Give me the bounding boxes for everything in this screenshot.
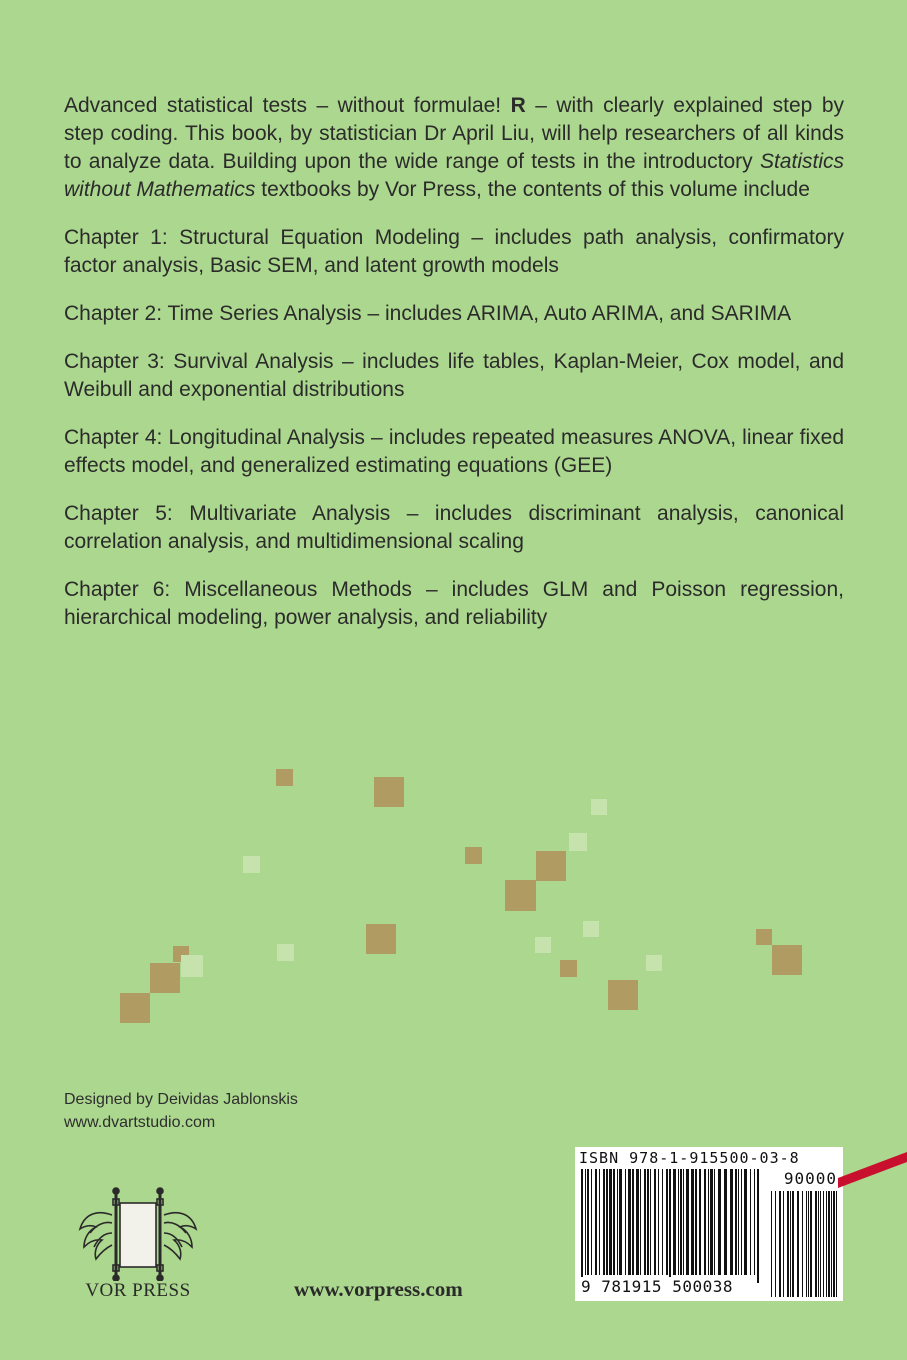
designer-name: Designed by Deividas Jablonskis xyxy=(64,1091,298,1108)
chapter-4: Chapter 4: Longitudinal Analysis – includes repeated measures ANOVA, linear fixed effects model, and generalized estimating equations (GEE) xyxy=(64,426,844,477)
decor-square xyxy=(173,946,189,962)
decor-square xyxy=(465,847,482,864)
decor-square xyxy=(374,777,404,807)
intro-bold-r: R xyxy=(510,94,526,117)
chapter-6: Chapter 6: Miscellaneous Methods – includes GLM and Poisson regression, hierarchical modeling, power analysis, and reliability xyxy=(64,578,844,629)
decor-square xyxy=(591,799,607,815)
intro-paragraph xyxy=(64,92,844,204)
isbn-text: ISBN 978-1-915500-03-8 xyxy=(579,1149,800,1167)
decor-square xyxy=(756,929,772,945)
decor-square xyxy=(583,921,599,937)
decor-square xyxy=(646,955,662,971)
publisher-name: VOR PRESS xyxy=(85,1280,191,1301)
decor-square xyxy=(243,856,260,873)
vor-press-logo xyxy=(76,1185,200,1305)
decor-square xyxy=(535,937,551,953)
intro-text-1: Advanced statistical tests – without formulae! xyxy=(64,94,511,117)
decor-square xyxy=(120,993,150,1023)
chapter-5: Chapter 5: Multivariate Analysis – includes discriminant analysis, canonical correlation analysis, and multidimensional scaling xyxy=(64,502,844,553)
decor-square xyxy=(150,963,180,993)
decor-square xyxy=(608,980,638,1010)
decor-square xyxy=(772,945,802,975)
decor-square xyxy=(505,880,536,911)
winged-scroll-icon xyxy=(76,1185,200,1281)
intro-book-title: Statistics without Mathematics xyxy=(64,150,844,201)
chapter-3: Chapter 3: Survival Analysis – includes life tables, Kaplan-Meier, Cox model, and Weibull and exponential distributions xyxy=(64,350,844,401)
decor-square xyxy=(560,960,577,977)
decor-square xyxy=(276,769,293,786)
chapter-1: Chapter 1: Structural Equation Modeling – includes path analysis, confirmatory factor analysis, Basic SEM, and latent growth models xyxy=(64,226,844,277)
decor-square xyxy=(569,833,587,851)
intro-text-3: textbooks by Vor Press, the contents of this volume include xyxy=(255,178,810,201)
decor-square xyxy=(277,944,294,961)
red-ribbon-accent xyxy=(838,1140,907,1190)
publisher-website[interactable]: www.vorpress.com xyxy=(294,1277,463,1301)
decor-square xyxy=(536,851,566,881)
designer-credits xyxy=(64,1088,298,1134)
barcode-number: 9 781915 500038 xyxy=(581,1277,733,1296)
decor-square xyxy=(181,955,203,977)
intro-text-2: – with clearly explained step by step coding. This book, by statistician Dr April Liu, will help researchers of all kinds to analyze data. Building upon the wide range of tests in the introductory xyxy=(64,94,844,173)
chapter-2: Chapter 2: Time Series Analysis – includes ARIMA, Auto ARIMA, and SARIMA xyxy=(64,302,792,325)
decor-square xyxy=(366,924,396,954)
back-cover-text xyxy=(64,92,844,652)
designer-website[interactable]: www.dvartstudio.com xyxy=(64,1114,216,1131)
price-code: 90000 xyxy=(783,1169,837,1188)
isbn-barcode xyxy=(575,1147,843,1301)
